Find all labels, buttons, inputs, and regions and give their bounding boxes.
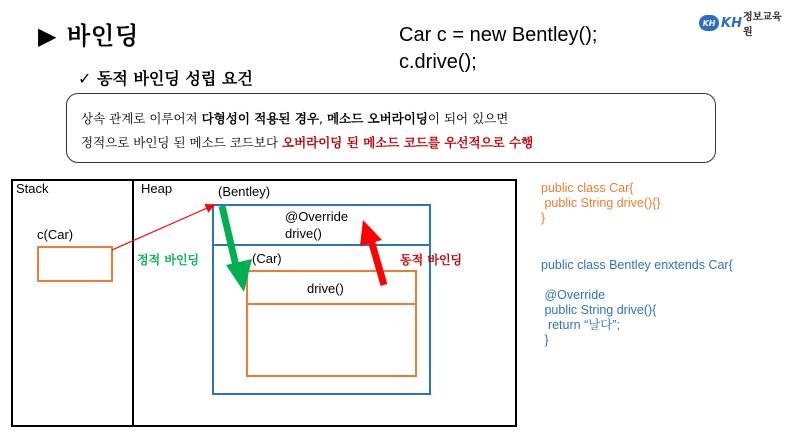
static-binding-arrow [222,206,252,292]
code-line-2: c.drive(); [399,51,477,73]
code-line: } [541,333,549,347]
logo-badge-icon: KH [699,15,719,31]
code-line: } [541,211,546,225]
callout-highlight: 오버라이딩 된 메소드 코드를 우선적으로 수행 [282,135,534,150]
code-line: public String drive(){ [541,303,657,317]
variable-label: c(Car) [37,227,74,242]
car-object-label: (Car) [252,251,282,266]
bentley-object-label: (Bentley) [218,184,271,199]
stack-label: Stack [16,181,49,196]
callout-text: , [319,111,327,126]
dynamic-binding-arrow [360,220,384,285]
callout-text: 이 되어 있으면 [427,111,509,126]
code-line-1: Car c = new Bentley(); [399,24,598,46]
car-class-code [541,181,661,226]
reference-arrow [112,205,214,250]
logo-suffix: 정보교육원 [743,12,782,38]
callout-emphasis: 다형성이 적용된 경우 [201,111,319,126]
car-drive-method: drive() [307,281,344,296]
code-line: public class Bentley enxtends Car{ [541,258,733,272]
heap-label: Heap [141,181,173,196]
code-line: public String drive(){} [541,196,661,210]
code-line: @Override [541,288,606,302]
code-line: public class Car{ [541,181,634,195]
page-title: ▶ 바인딩 [38,22,140,50]
code-line: return “날다”; [541,318,621,332]
dynamic-binding-label: 동적 바인딩 [400,253,463,267]
callout-text: 상속 관계로 이루어져 [81,111,202,126]
override-drive-method: drive() [285,226,322,241]
page-subtitle: ✓ 동적 바인딩 성립 요건 [78,69,253,88]
logo-kh-text: KH [721,15,742,31]
callout-emphasis: 메소드 오버라이딩 [326,111,428,126]
static-binding-label: 정적 바인딩 [137,253,200,267]
override-annotation: @Override [285,209,349,224]
bentley-class-code [541,258,733,348]
callout-text: 정적으로 바인딩 된 메소드 코드보다 [81,135,282,150]
code-line [541,273,733,288]
